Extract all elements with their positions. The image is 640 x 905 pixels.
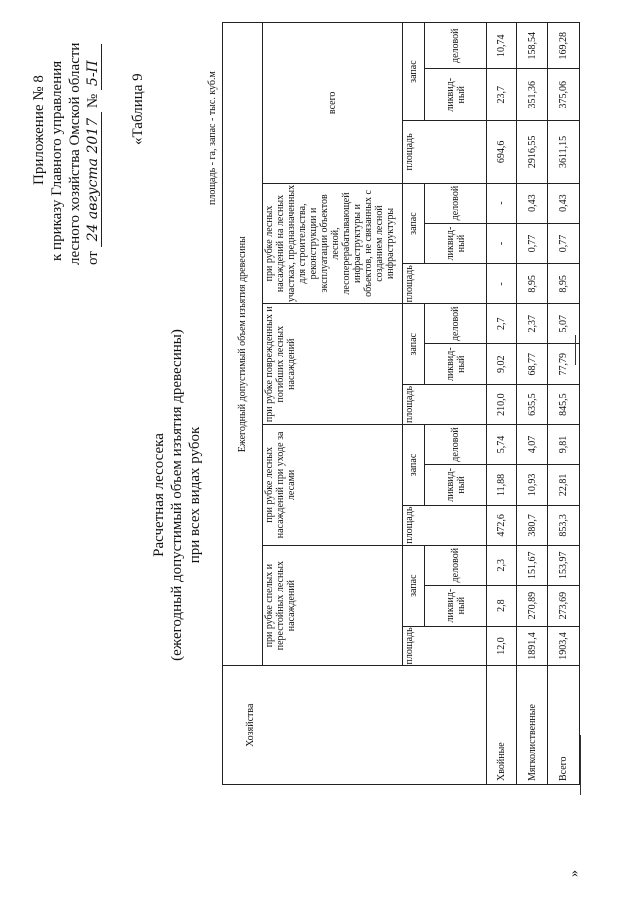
- cell: 169,28: [548, 23, 580, 69]
- group-header-3: при рубке поврежденных и погибших лесных насаждений: [263, 304, 403, 425]
- cell: 5,07: [548, 304, 580, 344]
- cell: 22,81: [548, 464, 580, 505]
- appendix-line-3: лесного хозяйства Омской области: [67, 42, 83, 265]
- stock-header: запас: [403, 545, 425, 626]
- cell: 5,74: [487, 425, 517, 465]
- cell: 10,93: [517, 464, 548, 505]
- business-header: деловой: [425, 23, 487, 69]
- date-prefix: от: [85, 251, 101, 265]
- cell: 77,79: [548, 344, 580, 385]
- group-header-5: всего: [263, 23, 403, 184]
- cell: 2916,55: [517, 121, 548, 184]
- cell: 9,81: [548, 425, 580, 465]
- group-header-4: при рубке лесных насаждений на лесных участках, предназначенных для строительства, реконструкции и эксплуатации объектов лесной, лесоперерабатывающей инфраструктуры и объектов, не связанных с созданием лесной инфраструктуры: [263, 183, 403, 304]
- cell: 2,7: [487, 304, 517, 344]
- cell: 0,77: [517, 223, 548, 264]
- cell: -: [487, 183, 517, 223]
- cell: 210,0: [487, 385, 517, 425]
- stock-header: запас: [403, 23, 425, 121]
- row-name: Мягколиственные: [517, 666, 548, 785]
- cell: 2,3: [487, 545, 517, 585]
- cell: 153,97: [548, 545, 580, 585]
- area-header: площадь: [403, 264, 487, 304]
- liquid-header: ликвид-ный: [425, 69, 487, 121]
- divider-line: [580, 735, 581, 795]
- row-name: Всего: [548, 666, 580, 785]
- table-label: «Таблица 9: [130, 73, 146, 145]
- cell: 8,95: [517, 264, 548, 304]
- cell: 3611,15: [548, 121, 580, 184]
- cell: 845,5: [548, 385, 580, 425]
- area-header: площадь: [403, 626, 487, 666]
- area-header: площадь: [403, 385, 487, 425]
- group-header-1: при рубке спелых и перестойных лесных насаждений: [263, 545, 403, 666]
- table-row: [487, 23, 517, 785]
- cell: 270,89: [517, 585, 548, 626]
- cell: 1903,4: [548, 626, 580, 666]
- cell: 375,06: [548, 69, 580, 121]
- stock-header: запас: [403, 183, 425, 264]
- stock-header: запас: [403, 425, 425, 506]
- date-handwritten: 24 августа 2017: [85, 112, 102, 248]
- cell: 273,69: [548, 585, 580, 626]
- business-header: деловой: [425, 304, 487, 344]
- cell: 2,8: [487, 585, 517, 626]
- cell: 151,67: [517, 545, 548, 585]
- cell: 8,95: [548, 264, 580, 304]
- liquid-header: ликвид-ный: [425, 223, 487, 264]
- cell: 1891,4: [517, 626, 548, 666]
- area-header: площадь: [403, 121, 487, 184]
- cell: 0,43: [548, 183, 580, 223]
- cell: 351,36: [517, 69, 548, 121]
- cell: 23,7: [487, 69, 517, 121]
- cell: 9,02: [487, 344, 517, 385]
- cell: 4,07: [517, 425, 548, 465]
- group-header-2: при рубке лесных насаждений при уходе за лесами: [263, 425, 403, 546]
- appendix-number: Приложение № 8: [31, 75, 47, 185]
- title-line-3: при всех видах рубок: [187, 426, 203, 564]
- cell: 694,6: [487, 121, 517, 184]
- cell: -: [487, 264, 517, 304]
- cell: 11,88: [487, 464, 517, 505]
- cell: 2,37: [517, 304, 548, 344]
- appendix-date-line: [84, 15, 102, 265]
- cell: 472,6: [487, 505, 517, 545]
- liquid-header: ликвид-ный: [425, 585, 487, 626]
- cell: 12,0: [487, 626, 517, 666]
- appendix-line-2: к приказу Главного управления: [49, 60, 65, 261]
- title-line-1: Расчетная лесосека: [151, 433, 167, 557]
- divider-line: [575, 335, 576, 365]
- closing-quote: »: [567, 870, 582, 877]
- cell: -: [487, 223, 517, 264]
- main-header: Ежегодный допустимый объем изъятия древесины: [223, 23, 263, 666]
- cell: 0,77: [548, 223, 580, 264]
- farm-header: Хозяйства: [223, 666, 487, 785]
- appendix-block: [30, 15, 102, 265]
- stock-header: запас: [403, 304, 425, 385]
- allowable-cut-table: [222, 22, 580, 785]
- cell: 68,77: [517, 344, 548, 385]
- cell: 0,43: [517, 183, 548, 223]
- liquid-header: ликвид-ный: [425, 464, 487, 505]
- units-note: площадь - га, запас - тыс. куб.м: [207, 71, 218, 205]
- cell: 380,7: [517, 505, 548, 545]
- business-header: деловой: [425, 425, 487, 465]
- table-row: [517, 23, 548, 785]
- number-handwritten: 5-П: [85, 44, 102, 90]
- document-title: [150, 285, 204, 705]
- cell: 10,74: [487, 23, 517, 69]
- row-name: Хвойные: [487, 666, 517, 785]
- cell: 635,5: [517, 385, 548, 425]
- cell: 158,54: [517, 23, 548, 69]
- area-header: площадь: [403, 505, 487, 545]
- table-row: [548, 23, 580, 785]
- cell: 853,3: [548, 505, 580, 545]
- number-prefix: №: [85, 93, 101, 109]
- business-header: деловой: [425, 183, 487, 223]
- title-line-2: (ежегодный допустимый объем изъятия древесины): [169, 329, 185, 661]
- liquid-header: ликвид-ный: [425, 344, 487, 385]
- business-header: деловой: [425, 545, 487, 585]
